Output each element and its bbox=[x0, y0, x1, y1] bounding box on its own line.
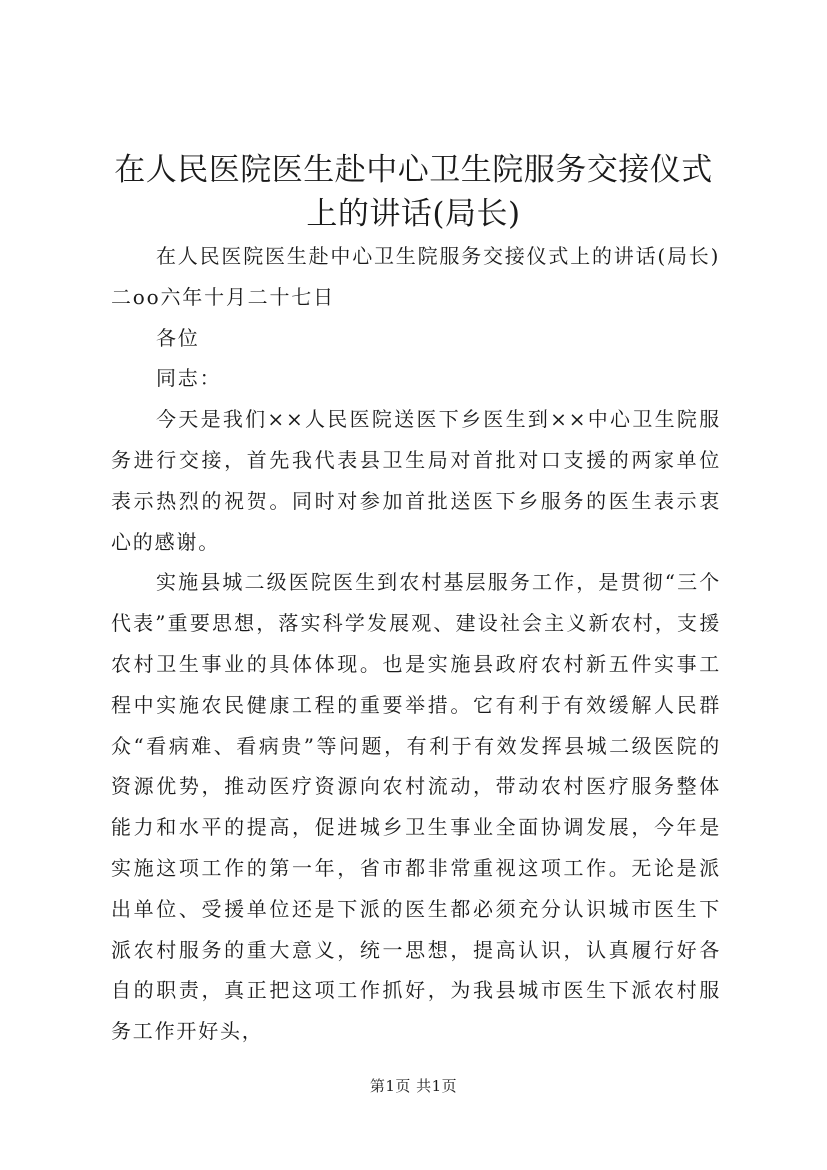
salutation-line-2: 同志： bbox=[156, 366, 222, 391]
subtitle-line: 在人民医院医生赴中心卫生院服务交接仪式上的讲话(局长) bbox=[156, 244, 721, 268]
body-paragraph-1: 今天是我们××人民医院送医下乡医生到××中心卫生院服务进行交接，首先我代表县卫生局对首批对口支援的两家单位表示热烈的祝贺。同时对参加首批送医下乡服务的医生表示衷心的感谢。 bbox=[111, 407, 721, 554]
body-paragraph-2: 实施县城二级医院医生到农村基层服务工作，是贯彻“三个代表”重要思想，落实科学发展观、建设社会主义新农村，支援农村卫生事业的具体体现。也是实施县政府农村新五件实事工程中实施农民健康工程的重要举措。它有利于有效缓解人民群众“看病难、看病贵”等问题，有利于有效发挥县城二级医院的资源优势，推动医疗资源向农村流动，带动农村医疗服务整体能力和水平的提高，促进城乡卫生事业全面协调发展，今年是实施这项工作的第一年，省市都非常重视这项工作。无论是派出单位、受援单位还是下派的医生都必须充分认识城市医生下派农村服务的重大意义，统一思想，提高认识，认真履行好各自的职责，真正把这项工作抓好，为我县城市医生下派农村服务工作开好头， bbox=[111, 570, 721, 1044]
document-body bbox=[111, 236, 721, 1052]
document-title: 在人民医院医生赴中心卫生院服务交接仪式上的讲话(局长) bbox=[114, 152, 713, 232]
page-footer: 第1页 共1页 bbox=[369, 1077, 458, 1095]
date-line: 二oo六年十月二十七日 bbox=[111, 284, 335, 309]
salutation-line-1: 各位 bbox=[156, 325, 200, 350]
